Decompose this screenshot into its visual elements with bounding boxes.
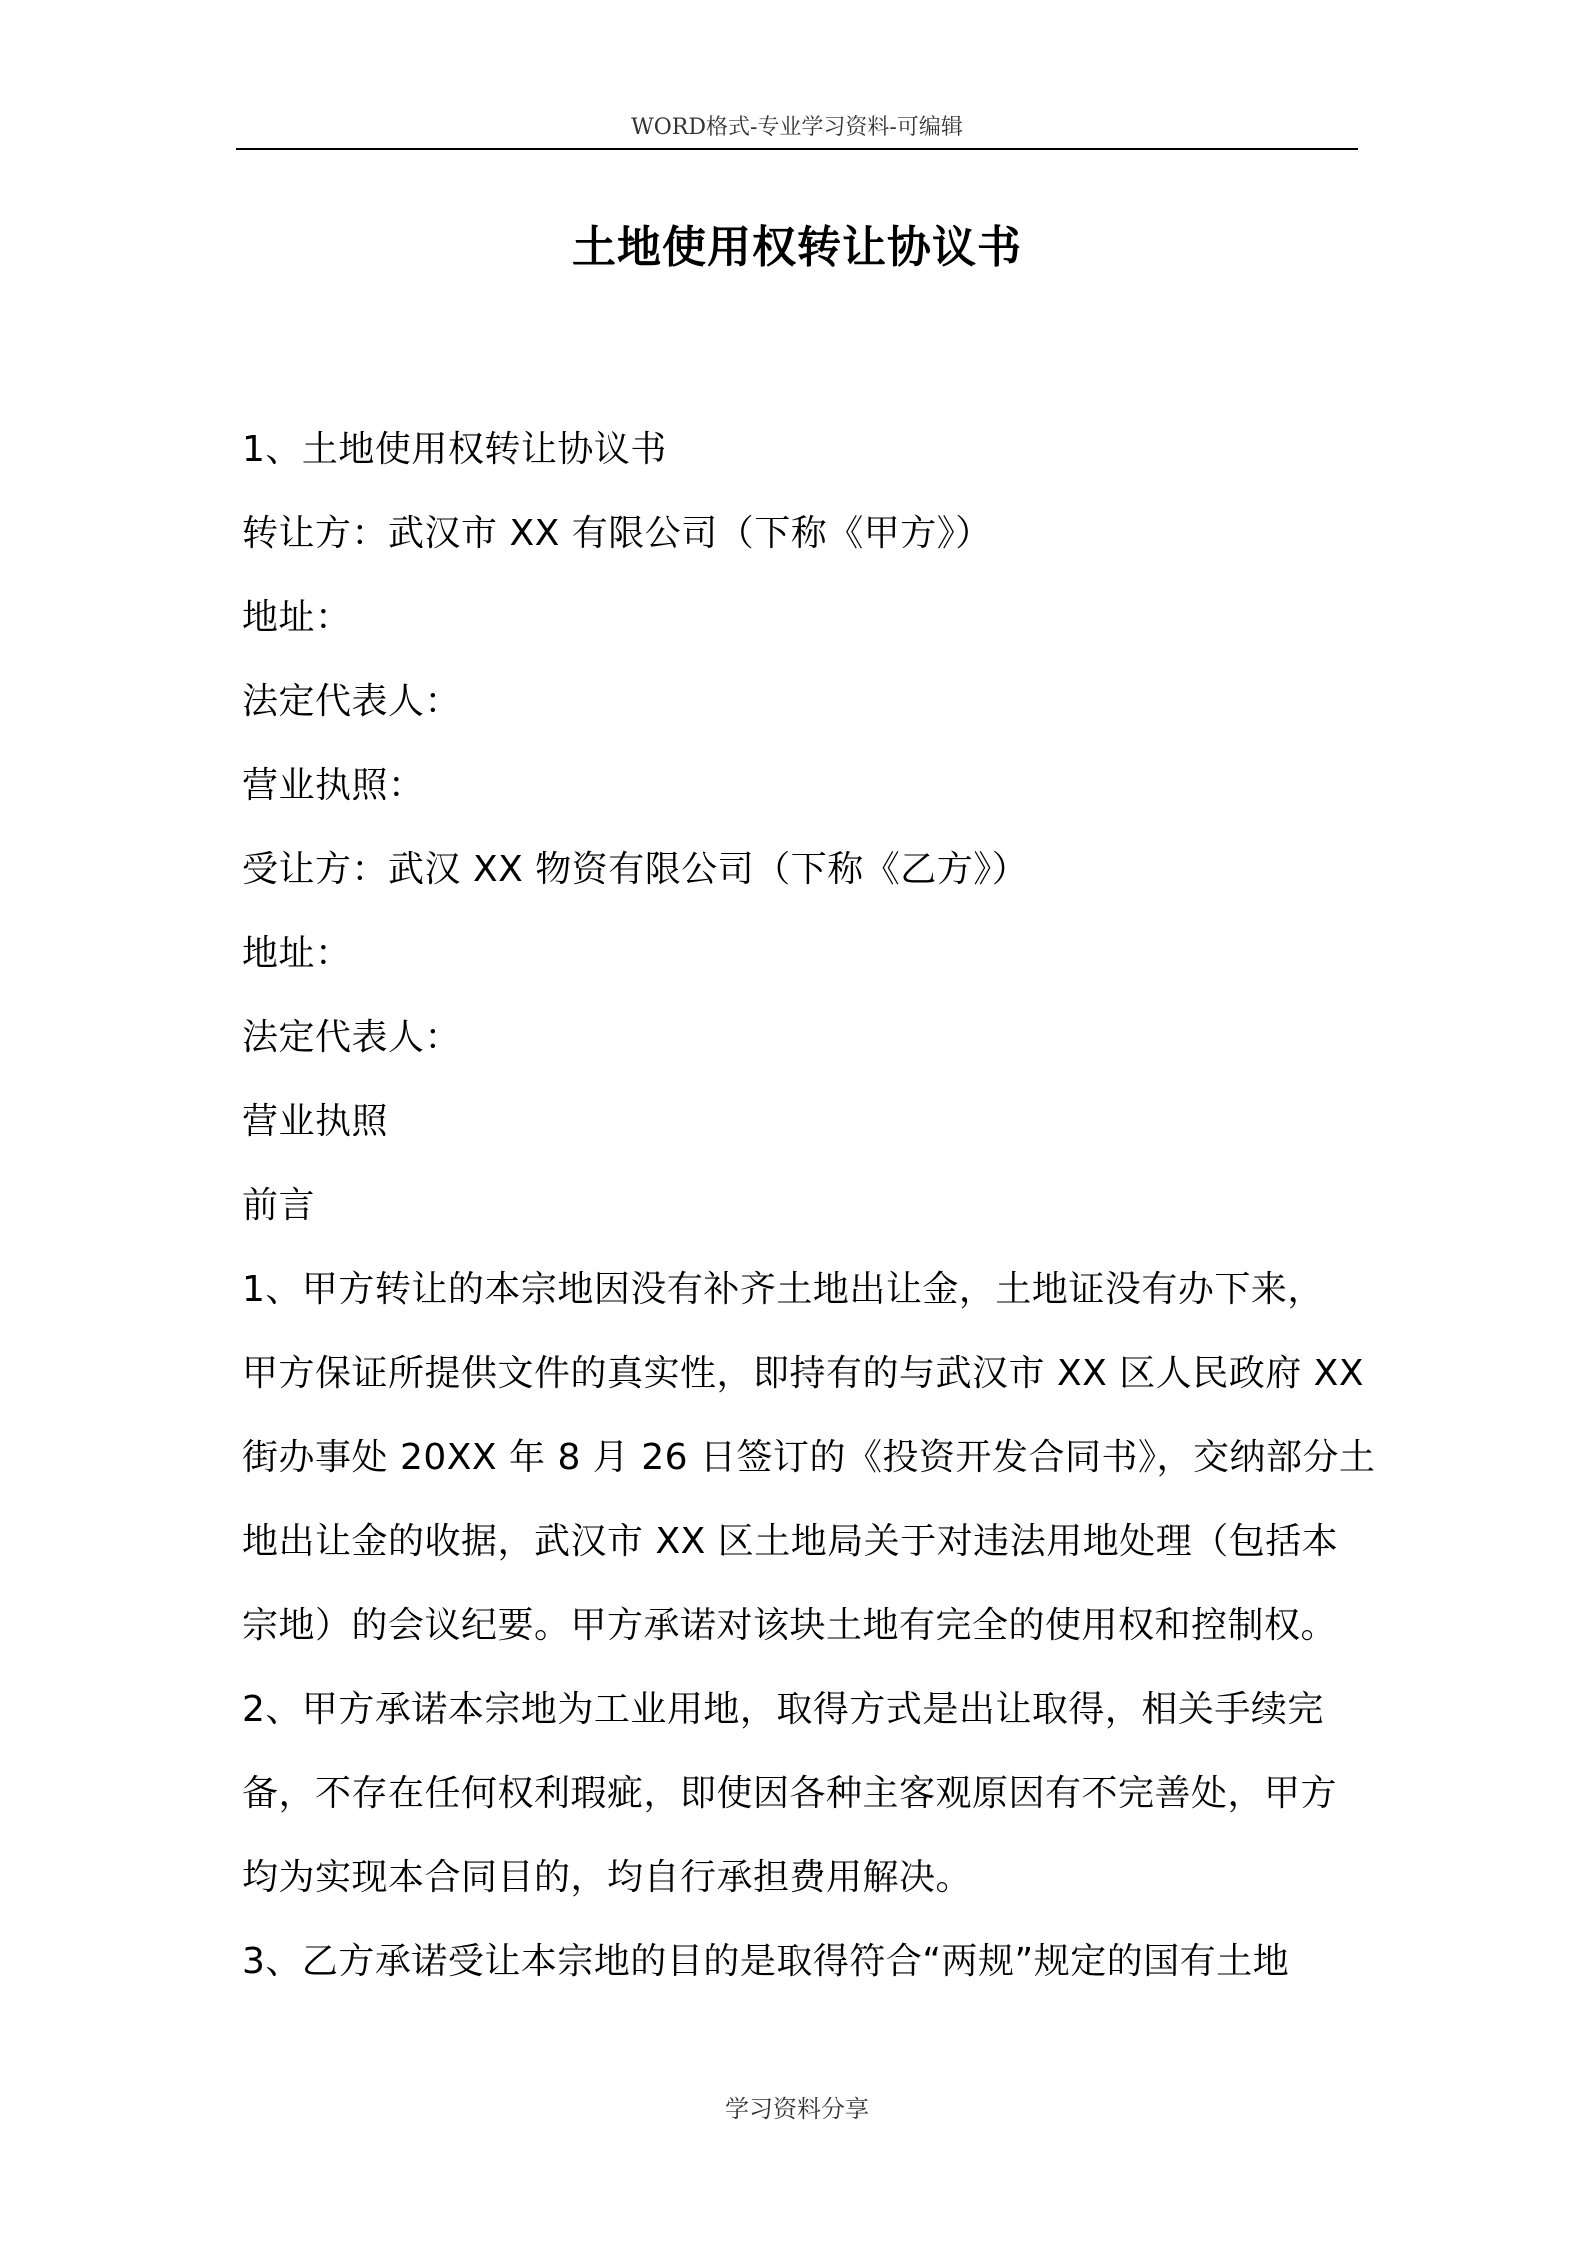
text-line: 地出让金的收据，武汉市 XX 区土地局关于对违法用地处理（包括本 [242,1521,1339,1562]
page-footer: 学习资料分享 [725,2095,869,2123]
text-line: 法定代表人： [242,681,462,722]
page-header [236,110,1358,150]
text-line: 营业执照 [242,1101,389,1142]
header-text: WORD格式-专业学习资料-可编辑 [631,115,963,140]
text-line: 均为实现本合同目的，均自行承担费用解决。 [242,1857,973,1898]
text-line: 街办事处 20XX 年 8 月 26 日签订的《投资开发合同书》，交纳部分土 [242,1437,1376,1478]
text-line: 3、乙方承诺受让本宗地的目的是取得符合“两规”规定的国有土地 [242,1941,1290,1982]
text-line: 法定代表人： [242,1017,462,1058]
document-title: 土地使用权转让协议书 [572,222,1022,273]
text-line: 1、甲方转让的本宗地因没有补齐土地出让金，土地证没有办下来， [242,1269,1324,1310]
text-line: 备，不存在任何权利瑕疵，即使因各种主客观原因有不完善处，甲方 [242,1773,1338,1814]
text-line: 地址： [242,933,352,974]
text-line: 转让方：武汉市 XX 有限公司（下称《甲方》） [242,513,992,554]
text-line: 受让方：武汉 XX 物资有限公司（下称《乙方》） [242,849,1029,890]
text-line: 营业执照： [242,765,425,806]
text-line: 甲方保证所提供文件的真实性，即持有的与武汉市 XX 区人民政府 XX [242,1353,1364,1394]
text-line: 宗地）的会议纪要。甲方承诺对该块土地有完全的使用权和控制权。 [242,1605,1338,1646]
text-line: 1、土地使用权转让协议书 [242,429,667,470]
document-body [242,408,1376,2004]
text-line: 前言 [242,1185,316,1226]
text-line: 地址： [242,597,352,638]
text-line: 2、甲方承诺本宗地为工业用地，取得方式是出让取得，相关手续完 [242,1689,1324,1730]
